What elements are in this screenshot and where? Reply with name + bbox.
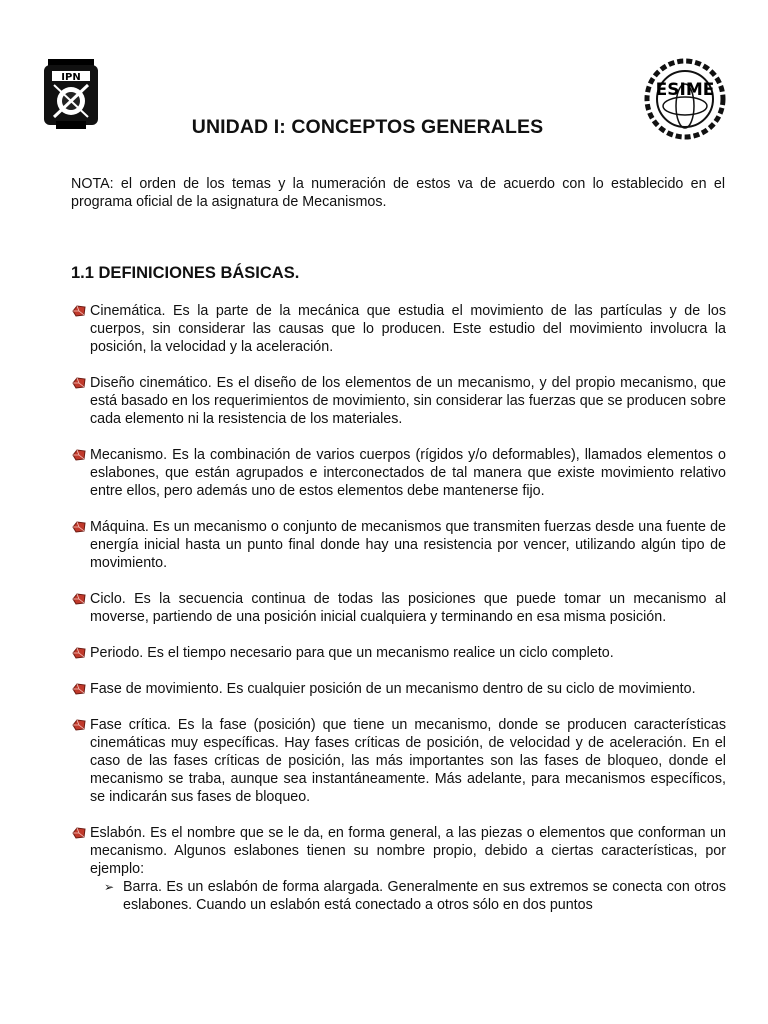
- list-item: [71, 716, 726, 806]
- list-item: [71, 644, 726, 662]
- definition-text: Periodo. Es el tiempo necesario para que un mecanismo realice un ciclo completo.: [90, 645, 614, 661]
- note-paragraph: NOTA: el orden de los temas y la numeración de estos va de acuerdo con lo establecido en el programa oficial de la asignatura de Mecanismos.: [71, 176, 725, 210]
- list-item: [71, 590, 726, 626]
- arrow-bullet-icon: ➢: [104, 880, 115, 894]
- list-item: [71, 302, 726, 356]
- definition-text: Cinemática. Es la parte de la mecánica que estudia el movimiento de las partículas y de los cuerpos, sin considerar las causas que lo producen. Este estudio del movimiento involucra la posición, la velocidad y la aceleración.: [90, 303, 726, 355]
- definition-text: Ciclo. Es la secuencia continua de todas las posiciones que puede tomar un mecanismo al moverse, partiendo de una posición inicial cualquiera y terminando en esa misma posición.: [90, 591, 726, 625]
- red-gem-bullet-icon: [72, 593, 86, 605]
- red-gem-bullet-icon: [72, 719, 86, 731]
- red-gem-bullet-icon: [72, 305, 86, 317]
- list-item: [71, 824, 726, 878]
- red-gem-bullet-icon: [72, 827, 86, 839]
- red-gem-bullet-icon: [72, 647, 86, 659]
- definition-text: Fase de movimiento. Es cualquier posición de un mecanismo dentro de su ciclo de movimiento.: [90, 681, 696, 697]
- definition-text: Diseño cinemático. Es el diseño de los elementos de un mecanismo, y del propio mecanismo, que está basado en los requerimientos de movimiento, sin considerar las fuerzas que se producen sobre cada elemento ni la resistencia de los materiales.: [90, 375, 726, 427]
- definition-text: Mecanismo. Es la combinación de varios cuerpos (rígidos y/o deformables), llamados elementos o eslabones, que están agrupados e interconectados de tal manera que existe movimiento relativo entre ellos, pero además uno de estos elementos debe mantenerse fijo.: [90, 447, 726, 499]
- list-item: [71, 680, 726, 698]
- esime-logo-text: ESIME: [655, 80, 715, 100]
- definition-text: Máquina. Es un mecanismo o conjunto de mecanismos que transmiten fuerzas desde una fuente de energía inicial hasta un punto final donde hay una resistencia por vencer, utilizando algún tipo de movimiento.: [90, 519, 726, 571]
- definition-text: Eslabón. Es el nombre que se le da, en forma general, a las piezas o elementos que conforman un mecanismo. Algunos eslabones tienen su nombre propio, debido a ciertas características, por ejemplo:: [90, 825, 726, 877]
- sub-list-item: [71, 878, 726, 914]
- section-heading: 1.1 DEFINICIONES BÁSICAS.: [71, 264, 300, 282]
- ipn-logo-text: IPN: [61, 72, 81, 83]
- red-gem-bullet-icon: [72, 521, 86, 533]
- list-item: [71, 374, 726, 428]
- sub-item-text: Barra. Es un eslabón de forma alargada. Generalmente en sus extremos se conecta con otros eslabones. Cuando un eslabón está conectado a otros sólo en dos puntos: [123, 879, 726, 913]
- page-title: UNIDAD I: CONCEPTOS GENERALES: [191, 116, 544, 138]
- definition-text: Fase crítica. Es la fase (posición) que tiene un mecanismo, donde se producen características cinemáticas muy específicas. Hay fases críticas de posición, de velocidad y de aceleración. En el caso de las fases críticas de posición, las más importantes son las fases de bloqueo, donde el mecanismo se traba, aunque sea instantáneamente. Más adelante, para mecanismos específicos, se indicarán sus fases de bloqueo.: [90, 717, 726, 805]
- red-gem-bullet-icon: [72, 377, 86, 389]
- definitions-list: [71, 302, 726, 914]
- list-item: [71, 446, 726, 500]
- list-item: [71, 518, 726, 572]
- red-gem-bullet-icon: [72, 683, 86, 695]
- red-gem-bullet-icon: [72, 449, 86, 461]
